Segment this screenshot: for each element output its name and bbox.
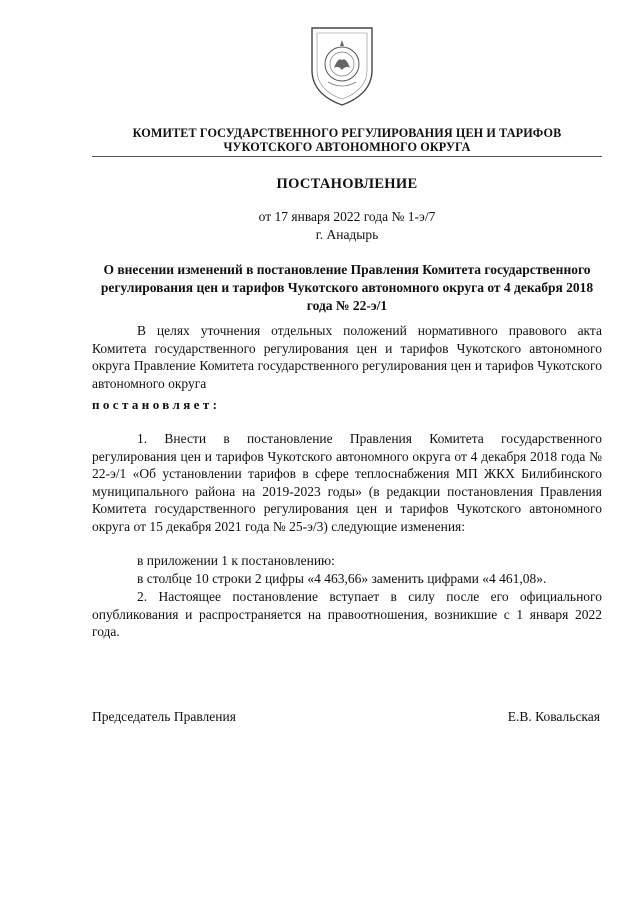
document-city: г. Анадырь xyxy=(315,227,379,242)
coat-of-arms-icon xyxy=(304,24,380,108)
item1-text: 1. Внести в постановление Правления Комитета государственного регулирования цен и тарифов Чукотского автономного округа от 4 декабря 2018 года № 22-э/1 «Об установлении тарифов в сфере теплоснабжения МП ЖКХ Билибинского муниципального района на 2019-2023 годы» (в редакции постановления Правления Комитета государственного регулирования цен и тарифов Чукотского автономного округа от 15 декабря 2021 года № 25-э/3) следующие изменения: xyxy=(92,431,602,534)
signatory-name: Е.В. Ковальская xyxy=(507,709,600,724)
item1-change-line: в столбце 10 строки 2 цифры «4 463,66» заменить цифрами «4 461,08». xyxy=(137,571,547,586)
document-date-number: от 17 января 2022 года № 1-э/7 xyxy=(258,209,436,224)
header-divider xyxy=(92,156,602,157)
decree-word: постановляет: xyxy=(92,397,221,412)
organization-name-line2: ЧУКОТСКОГО АВТОНОМНОГО ОКРУГА xyxy=(223,140,471,154)
preamble-paragraph xyxy=(92,322,602,392)
document-type: ПОСТАНОВЛЕНИЕ xyxy=(276,176,418,192)
organization-name-line1: КОМИТЕТ ГОСУДАРСТВЕННОГО РЕГУЛИРОВАНИЯ ЦЕН И ТАРИФОВ xyxy=(132,126,562,140)
preamble-text: В целях уточнения отдельных положений нормативного правового акта Комитета государственного регулирования цен и тарифов Чукотского автономного округа Правление Комитета государственного регулирования цен и тарифов Чукотского автономного округа xyxy=(92,323,602,391)
item1-appendix-line: в приложении 1 к постановлению: xyxy=(137,553,335,568)
item2-text: 2. Настоящее постановление вступает в силу после его официального опубликования и распространяется на правоотношения, возникшие с 1 января 2022 года. xyxy=(92,589,602,639)
document-subject: О внесении изменений в постановление Правления Комитета государственного регулирования цен и тарифов Чукотского автономного округа от 4 декабря 2018 года № 22-э/1 xyxy=(100,262,594,313)
signatory-role: Председатель Правления xyxy=(92,709,236,724)
item1-paragraph xyxy=(92,430,602,535)
item2-paragraph xyxy=(92,588,602,641)
